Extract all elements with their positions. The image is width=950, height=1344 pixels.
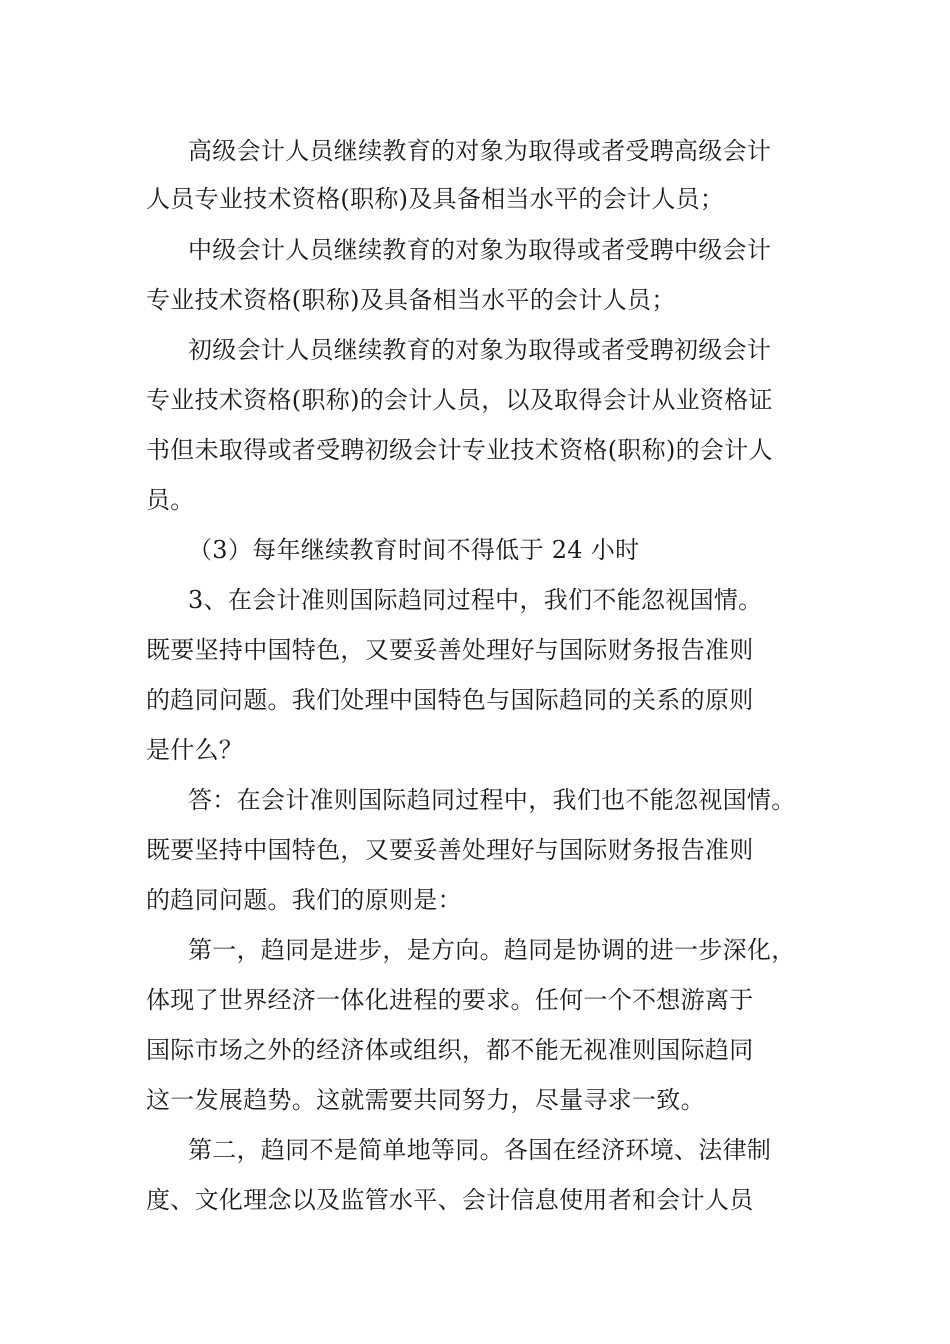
text-line: 第二，趋同不是简单地等同。各国在经济环境、法律制	[188, 1136, 772, 1164]
text-line: 度、文化理念以及监管水平、会计信息使用者和会计人员	[146, 1186, 754, 1214]
text-line: 员。	[146, 486, 195, 514]
text-line: 初级会计人员继续教育的对象为取得或者受聘初级会计	[188, 336, 772, 364]
text-line: （3）每年继续教育时间不得低于 24 小时	[188, 536, 640, 564]
text-line: 人员专业技术资格(职称)及具备相当水平的会计人员；	[146, 185, 725, 213]
text-line: 是什么？	[146, 736, 244, 764]
text-line: 国际市场之外的经济体或组织，都不能无视准则国际趋同	[146, 1036, 754, 1064]
text-line: 书但未取得或者受聘初级会计专业技术资格(职称)的会计人	[146, 436, 773, 464]
text-line: 中级会计人员继续教育的对象为取得或者受聘中级会计	[188, 236, 772, 264]
text-line: 答：在会计准则国际趋同过程中，我们也不能忽视国情。	[188, 786, 796, 814]
text-line: 高级会计人员继续教育的对象为取得或者受聘高级会计	[188, 137, 772, 165]
text-line: 专业技术资格(职称)的会计人员，以及取得会计从业资格证	[146, 386, 773, 414]
text-line: 既要坚持中国特色，又要妥善处理好与国际财务报告准则	[146, 836, 754, 864]
text-line: 体现了世界经济一体化进程的要求。任何一个不想游离于	[146, 986, 754, 1014]
text-line: 的趋同问题。我们处理中国特色与国际趋同的关系的原则	[146, 686, 754, 714]
text-line: 第一，趋同是进步，是方向。趋同是协调的进一步深化，	[188, 936, 796, 964]
text-line: 专业技术资格(职称)及具备相当水平的会计人员；	[146, 286, 676, 314]
text-line: 的趋同问题。我们的原则是：	[146, 886, 462, 914]
text-line: 3、在会计准则国际趋同过程中，我们不能忽视国情。	[188, 586, 763, 614]
text-line: 这一发展趋势。这就需要共同努力，尽量寻求一致。	[146, 1086, 705, 1114]
text-line: 既要坚持中国特色，又要妥善处理好与国际财务报告准则	[146, 636, 754, 664]
